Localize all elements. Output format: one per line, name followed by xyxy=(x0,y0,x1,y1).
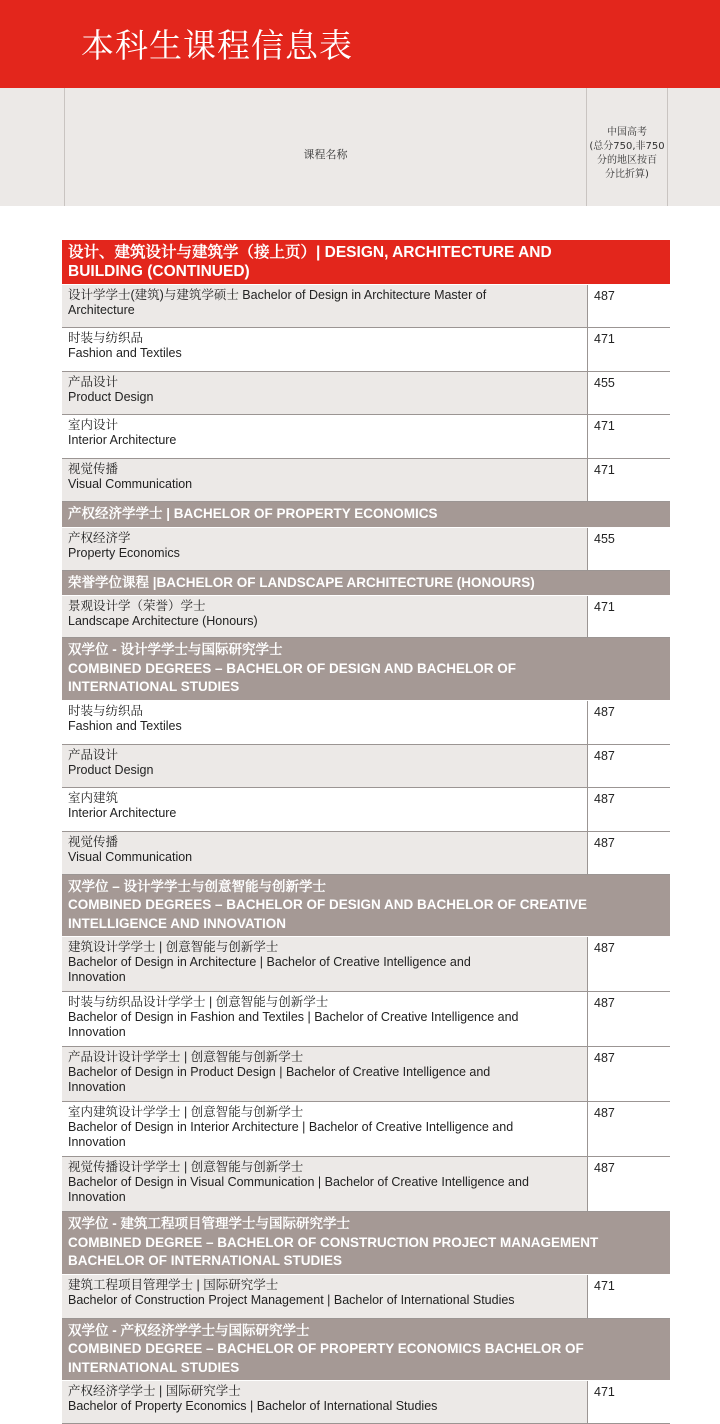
course-name xyxy=(62,415,587,458)
course-name-line: Innovation xyxy=(68,1025,126,1039)
course-name xyxy=(62,459,587,501)
course-name-line: Interior Architecture xyxy=(68,433,177,447)
course-name xyxy=(62,937,587,991)
course-name-line: 视觉传播 xyxy=(68,834,119,849)
section-title-line: 荣誉学位课程 |BACHELOR OF LANDSCAPE ARCHITECTURE (HONOURS) xyxy=(68,574,535,590)
table-row xyxy=(62,596,670,638)
table-row xyxy=(62,1275,670,1319)
course-name xyxy=(62,1275,587,1318)
course-name-line: Architecture xyxy=(68,303,135,317)
course-name xyxy=(62,832,587,874)
course-name-line: Product Design xyxy=(68,390,154,404)
course-name-line: Bachelor of Design in Architecture | Bachelor of Creative Intelligence and xyxy=(68,955,471,969)
course-name xyxy=(62,328,587,371)
course-name xyxy=(62,1047,587,1101)
course-name-line: Innovation xyxy=(68,970,126,984)
course-name xyxy=(62,788,587,831)
table-row xyxy=(62,701,670,745)
table-row xyxy=(62,1381,670,1424)
min-score: 471 xyxy=(587,459,670,501)
course-name xyxy=(62,372,587,414)
min-score: 487 xyxy=(587,832,670,874)
course-name-line: 景观设计学（荣誉）学士 xyxy=(68,599,206,613)
course-name-line: Innovation xyxy=(68,1190,126,1204)
table-row xyxy=(62,1047,670,1102)
table-row xyxy=(62,285,670,328)
course-name-line: Innovation xyxy=(68,1135,126,1149)
course-name-line: 视觉传播设计学学士 | 创意智能与创新学士 xyxy=(68,1160,304,1174)
header-divider xyxy=(667,88,668,206)
min-score: 487 xyxy=(587,701,670,744)
min-score: 471 xyxy=(587,328,670,371)
course-name-line: Interior Architecture xyxy=(68,805,177,820)
course-name-line: 产权经济学 xyxy=(68,530,131,545)
course-table xyxy=(62,240,670,1424)
course-name-line: 产品设计 xyxy=(68,747,119,762)
course-name-line: 视觉传播 xyxy=(68,462,119,476)
min-score: 487 xyxy=(587,992,670,1046)
table-row xyxy=(62,745,670,788)
table-row xyxy=(62,372,670,415)
min-score: 471 xyxy=(587,1275,670,1318)
column-header-course-name: 课程名称 xyxy=(303,148,348,161)
course-name-line: Innovation xyxy=(68,1080,126,1094)
table-row xyxy=(62,832,670,875)
section-title-line: 双学位 - 建筑工程项目管理学士与国际研究学士 xyxy=(68,1216,350,1231)
course-name-line: Visual Communication xyxy=(68,849,193,864)
section-header xyxy=(62,1319,670,1382)
min-score: 471 xyxy=(587,596,670,637)
course-name-line: Landscape Architecture (Honours) xyxy=(68,614,258,628)
section-title-line: INTELLIGENCE AND INNOVATION xyxy=(68,915,286,931)
course-name-line: 时装与纺织品设计学学士 | 创意智能与创新学士 xyxy=(68,995,329,1009)
section-title-line: BUILDING (CONTINUED) xyxy=(68,262,250,280)
course-name-line: 时装与纺织品 xyxy=(68,703,144,718)
min-score: 487 xyxy=(587,937,670,991)
min-score: 471 xyxy=(587,415,670,458)
section-title-line: 设计、建筑设计与建筑学（接上页）| DESIGN, ARCHITECTURE AND xyxy=(68,244,552,261)
section-title-line: INTERNATIONAL STUDIES xyxy=(68,1359,240,1375)
section-header xyxy=(62,1212,670,1275)
section-title-line: COMBINED DEGREE – BACHELOR OF PROPERTY ECONOMICS BACHELOR OF xyxy=(68,1341,584,1356)
course-name-line: Bachelor of Design in Fashion and Textiles | Bachelor of Creative Intelligence and xyxy=(68,1010,519,1024)
course-name-line: Bachelor of Property Economics | Bachelor of International Studies xyxy=(68,1399,438,1413)
course-name-line: 时装与纺织品 xyxy=(68,331,144,345)
course-name-line: 室内设计 xyxy=(68,418,119,432)
section-title-line: COMBINED DEGREES – BACHELOR OF DESIGN AND BACHELOR OF xyxy=(68,660,517,676)
section-header xyxy=(62,502,670,528)
course-name-line: 设计学学士(建筑)与建筑学硕士 Bachelor of Design in Architecture Master of xyxy=(68,288,487,302)
section-header xyxy=(62,571,670,597)
section-title-line: INTERNATIONAL STUDIES xyxy=(68,679,240,694)
min-score: 487 xyxy=(587,1102,670,1156)
page-title: 本科生课程信息表 xyxy=(81,26,353,65)
course-name-line: Bachelor of Design in Product Design | Bachelor of Creative Intelligence and xyxy=(68,1065,491,1079)
course-name-line: 建筑工程项目管理学士 | 国际研究学士 xyxy=(68,1277,279,1292)
course-name-line: 产权经济学学士 | 国际研究学士 xyxy=(68,1384,241,1398)
table-row xyxy=(62,992,670,1047)
course-name-line: 产品设计 xyxy=(68,375,119,389)
course-name xyxy=(62,1381,587,1423)
section-title-line: BACHELOR OF INTERNATIONAL STUDIES xyxy=(68,1253,343,1268)
column-header-score xyxy=(587,126,667,182)
course-name xyxy=(62,992,587,1046)
min-score: 487 xyxy=(587,1157,670,1211)
section-title-line: 双学位 – 设计学学士与创意智能与创新学士 xyxy=(68,878,327,894)
header-banner xyxy=(0,0,720,88)
score-header-line: 分的地区按百 xyxy=(597,155,657,166)
course-name xyxy=(62,528,587,570)
section-header xyxy=(62,240,670,285)
table-row xyxy=(62,459,670,502)
course-name-line: 建筑设计学学士 | 创意智能与创新学士 xyxy=(68,940,279,954)
table-row xyxy=(62,328,670,372)
course-name xyxy=(62,285,587,327)
course-name xyxy=(62,745,587,787)
course-name xyxy=(62,596,587,637)
course-name-line: Fashion and Textiles xyxy=(68,346,182,360)
course-name-line: 室内建筑 xyxy=(68,790,119,805)
table-row xyxy=(62,788,670,832)
min-score: 487 xyxy=(587,745,670,787)
course-name xyxy=(62,1102,587,1156)
table-row xyxy=(62,415,670,459)
section-title-line: 产权经济学学士 | BACHELOR OF PROPERTY ECONOMICS xyxy=(68,506,438,521)
section-title-line: COMBINED DEGREES – BACHELOR OF DESIGN AND BACHELOR OF CREATIVE xyxy=(68,897,588,912)
course-name-line: Visual Communication xyxy=(68,477,193,491)
course-name-line: Product Design xyxy=(68,762,154,777)
score-header-line: 中国高考 xyxy=(607,127,647,138)
table-row xyxy=(62,1157,670,1212)
course-name xyxy=(62,1157,587,1211)
table-row xyxy=(62,937,670,992)
section-header xyxy=(62,875,670,938)
min-score: 487 xyxy=(587,788,670,831)
min-score: 471 xyxy=(587,1381,670,1423)
score-header-line: 分比折算) xyxy=(605,169,649,180)
course-name-line: Bachelor of Design in Visual Communication | Bachelor of Creative Intelligence and xyxy=(68,1175,529,1189)
course-name-line: 室内建筑设计学学士 | 创意智能与创新学士 xyxy=(68,1105,304,1119)
course-name-line: Fashion and Textiles xyxy=(68,718,182,733)
min-score: 455 xyxy=(587,372,670,414)
section-title-line: 双学位 - 产权经济学学士与国际研究学士 xyxy=(68,1322,310,1338)
course-name-line: Bachelor of Design in Interior Architecture | Bachelor of Creative Intelligence and xyxy=(68,1120,514,1134)
course-name-line: Bachelor of Construction Project Management | Bachelor of International Studies xyxy=(68,1292,515,1307)
section-title-line: COMBINED DEGREE – BACHELOR OF CONSTRUCTION PROJECT MANAGEMENT xyxy=(68,1234,599,1250)
score-header-line: (总分750,非750 xyxy=(589,141,665,152)
section-header xyxy=(62,638,670,701)
table-row xyxy=(62,1102,670,1157)
min-score: 487 xyxy=(587,1047,670,1101)
min-score: 455 xyxy=(587,528,670,570)
course-name-line: 产品设计设计学学士 | 创意智能与创新学士 xyxy=(68,1050,304,1064)
table-row xyxy=(62,528,670,571)
course-name xyxy=(62,701,587,744)
section-title-line: 双学位 - 设计学学士与国际研究学士 xyxy=(68,642,283,657)
course-name-line: Property Economics xyxy=(68,545,180,560)
min-score: 487 xyxy=(587,285,670,327)
